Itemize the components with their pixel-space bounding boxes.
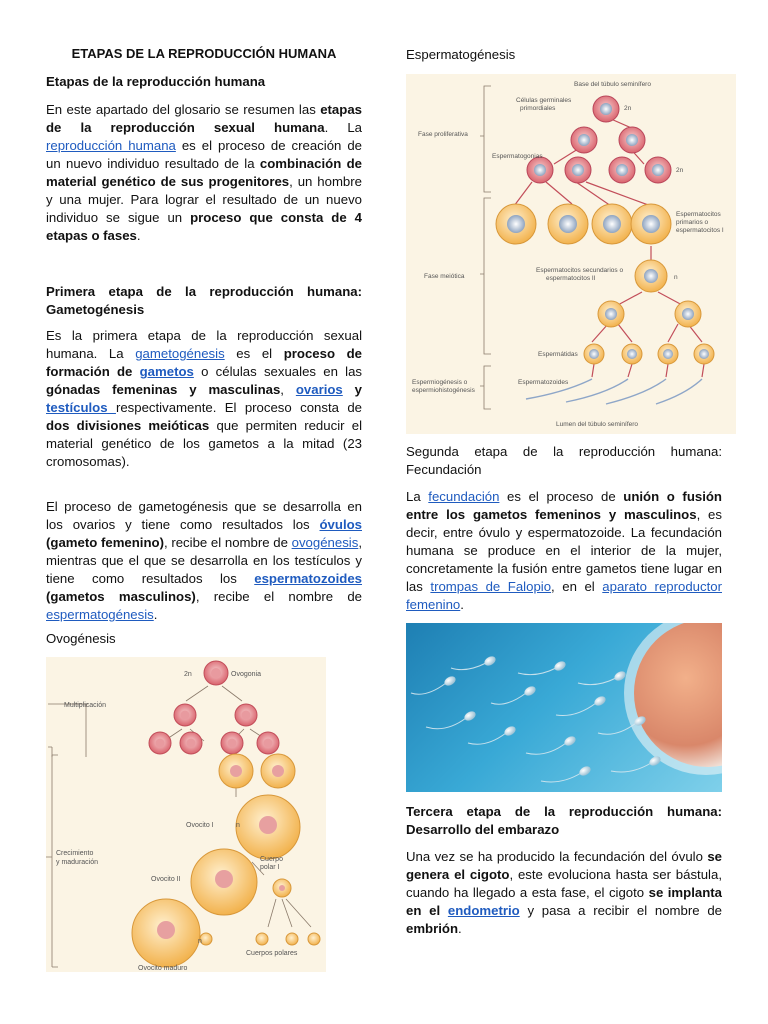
esp-label-espermatidas: Espermátidas	[538, 351, 578, 358]
espermatogenesis-diagram	[406, 74, 736, 434]
link-ovarios[interactable]: ovarios	[295, 382, 343, 397]
esp-label-base: Base del túbulo seminífero	[574, 81, 651, 88]
sperm-egg-illustration	[406, 623, 722, 792]
fertilization-image	[406, 623, 722, 792]
esp-label-primarios2: primarios o	[676, 219, 709, 226]
esp-label-fase-meiotica: Fase meiótica	[424, 273, 465, 280]
espermatogenesis-svg	[406, 74, 736, 434]
esp-ploidy-mid: 2n	[676, 167, 684, 174]
ovogenesis-paragraph: El proceso de gametogénesis que se desarrolla en los ovarios y tiene como resultados los óvulos (gameto femenino), recibe el nombre de ovogénesis, mientras que el que se desarrolla en los testículos y tiene como resultados los espermatozoides (gametos masculinos), recibe el nombre de espermatogénesis.	[46, 499, 362, 622]
ovo-label-n2: n	[198, 938, 202, 945]
link-aparato-reproductor-femenino[interactable]: aparato reproductor femenino	[406, 579, 722, 612]
esp-label-celulas1: Células germinales	[516, 97, 572, 104]
esp-label-primarios1: Espermatocitos	[676, 211, 721, 218]
ovo-ploidy-2n: 2n	[184, 671, 192, 678]
espermatogenesis-caption: Espermatogénesis	[406, 47, 516, 62]
ovo-label-cuerpo: Cuerpo	[260, 856, 283, 863]
ovo-label-maduracion: y maduración	[56, 859, 99, 866]
intro-paragraph: En este apartado del glosario se resumen las etapas de la reproducción sexual humana. La reproducción humana es el proceso de creación de un nuevo individuo resultado de la combinación de material genético de sus progenitores, un hombre y una mujer. Para lograr el resultado de un nuevo individuo se sigue un proceso que consta de 4 etapas o fases.	[46, 102, 362, 243]
ovo-label-ovocito-maduro: Ovocito maduro	[138, 965, 188, 972]
ovogenesis-svg	[46, 657, 326, 972]
link-trompas-de-falopio[interactable]: trompas de Falopio	[430, 579, 552, 594]
link-gametogenesis[interactable]: gametogénesis	[135, 346, 225, 361]
fecundacion-paragraph: La fecundación es el proceso de unión o fusión entre los gametos femeninos y masculinos, es decir, entre óvulo y espermatozoide. La fecundación humana se produce en el interior de la mujer, concretamente la fusión entre gametos tiene lugar en las trompas de Falopio, en el aparato reproductor femenino.	[406, 489, 722, 612]
esp-label-espermatogonias: Espermatogonias	[492, 153, 543, 160]
page-title: ETAPAS DE LA REPRODUCCIÓN HUMANA	[71, 46, 337, 61]
link-ovulos[interactable]: óvulos	[319, 517, 362, 532]
section-heading-fecundacion: Segunda etapa de la reproducción humana: Fecundación	[406, 444, 722, 477]
ovogenesis-caption: Ovogénesis	[46, 631, 116, 646]
esp-ploidy-top: 2n	[624, 105, 632, 112]
link-endometrio[interactable]: endometrio	[447, 903, 520, 918]
ovo-label-ovogonia: Ovogonia	[231, 671, 261, 678]
esp-label-espermatozoides: Espermatozoides	[518, 379, 569, 386]
esp-label-secundarios1: Espermatocitos secundarios o	[536, 267, 624, 274]
link-testiculos[interactable]: testículos	[46, 400, 116, 415]
ovogenesis-diagram	[46, 657, 326, 972]
embarazo-paragraph: Una vez se ha producido la fecundación del óvulo se genera el cigoto, este evoluciona hasta ser bástula, cuando ha llegado a esta fase, el cigoto se implanta en el endometrio y pasa a recibir el nombre de embrión.	[406, 849, 722, 936]
link-ovogenesis[interactable]: ovogénesis	[291, 535, 359, 550]
ovo-label-polar-i: polar I	[260, 864, 280, 871]
esp-label-n: n	[674, 274, 678, 281]
esp-label-celulas2: primordiales	[520, 105, 556, 112]
link-espermatozoides[interactable]: espermatozoides	[254, 571, 362, 586]
esp-label-espermio1: Espermiogénesis o	[412, 379, 468, 386]
ovo-label-crecimiento: Crecimiento	[56, 850, 94, 857]
esp-label-espermio2: espermiohistogénesis	[412, 387, 475, 394]
esp-label-primarios3: espermatocitos I	[676, 227, 724, 234]
ovo-label-ovocito-ii: Ovocito II	[151, 876, 181, 883]
link-fecundacion[interactable]: fecundación	[428, 489, 500, 504]
section-heading-embarazo: Tercera etapa de la reproducción humana: Desarrollo del embarazo	[406, 804, 722, 837]
section-heading-stages: Etapas de la reproducción humana	[46, 74, 266, 89]
ovo-label-ovocito-i: Ovocito I	[186, 822, 214, 829]
ovo-label-cuerpos-polares: Cuerpos polares	[246, 950, 298, 957]
esp-label-secundarios2: espermatocitos II	[546, 275, 596, 282]
ovo-label-n1: n	[236, 822, 240, 829]
link-espermatogenesis[interactable]: espermatogénesis	[46, 607, 154, 622]
section-heading-gametogenesis: Primera etapa de la reproducción humana: Gametogénesis	[46, 284, 362, 317]
gametogenesis-paragraph: Es la primera etapa de la reproducción sexual humana. La gametogénesis es el proceso de formación de gametos o células sexuales en las gónadas femeninas y masculinas, ovarios y testículos respectivamente. El proceso consta de dos divisiones meióticas que permiten reducir el material genético de los gametos a la mitad (23 cromosomas).	[46, 328, 363, 469]
link-gametos[interactable]: gametos	[139, 364, 194, 379]
ovo-label-multiplicacion: Multiplicación	[64, 702, 107, 709]
esp-label-lumen: Lumen del túbulo seminífero	[556, 421, 639, 428]
esp-label-fase-proliferativa: Fase proliferativa	[418, 131, 468, 138]
link-reproduccion-humana[interactable]: reproducción humana	[46, 138, 176, 153]
